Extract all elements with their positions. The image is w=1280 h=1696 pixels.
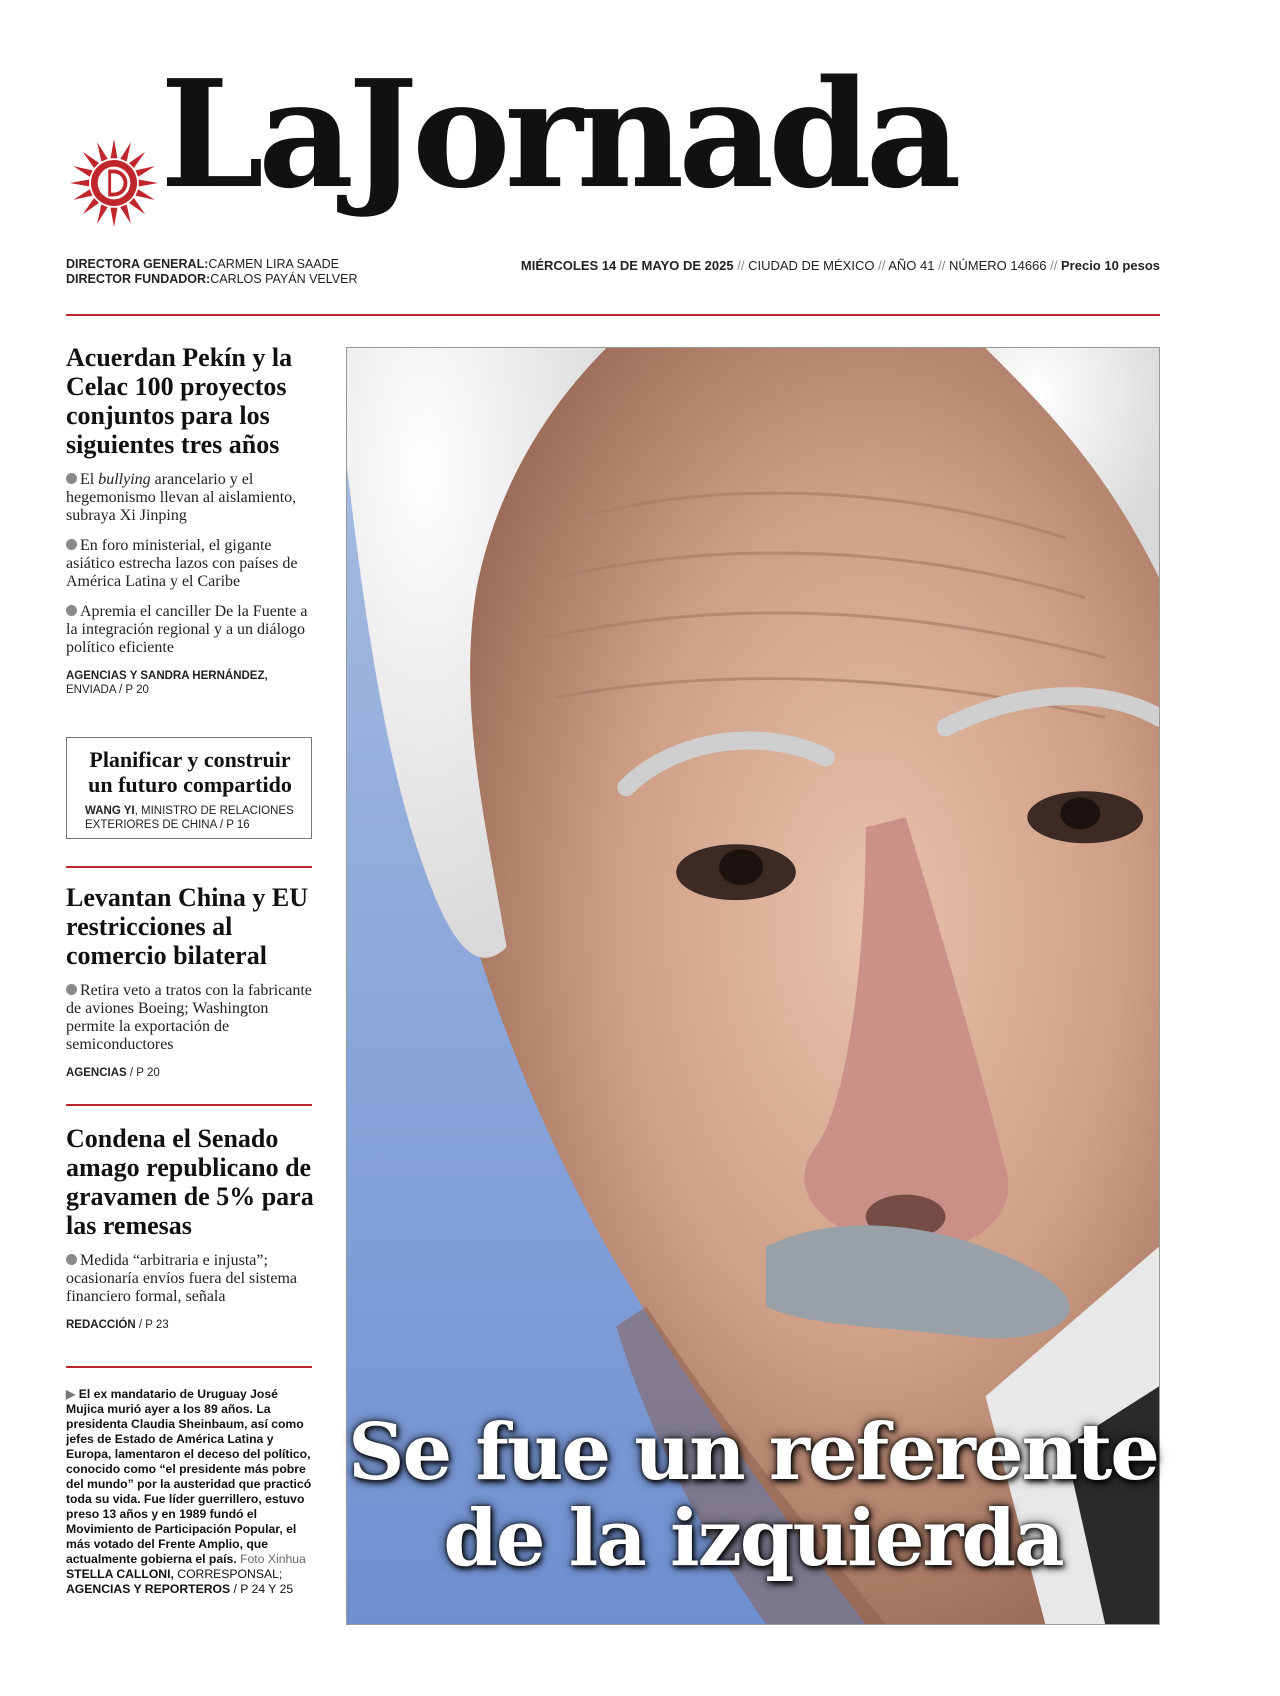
dateline: MIÉRCOLES 14 DE MAYO DE 2025 // CIUDAD DE MÉXICO // AÑO 41 // NÚMERO 14666 // Precio 10 pesos	[520, 258, 1160, 273]
director-general-label: DIRECTORA GENERAL:	[66, 257, 209, 271]
sun-ray	[83, 198, 99, 214]
column-divider	[66, 866, 312, 868]
sun-ray	[97, 142, 108, 161]
issue-number: NÚMERO 14666	[948, 258, 1047, 273]
issue-price: Precio 10 pesos	[1061, 258, 1160, 273]
bullet-dot-icon	[66, 605, 77, 616]
bullet-dot-icon	[66, 539, 77, 550]
newspaper-logo[interactable]: LaJornada	[160, 47, 956, 221]
main-headline-line: de la izquierda	[443, 1493, 1063, 1584]
story-senado-remesas[interactable]	[66, 1124, 314, 1332]
bullet-dot-icon	[66, 473, 77, 484]
sun-ray	[129, 152, 145, 168]
story-china-eu[interactable]	[66, 883, 314, 1080]
story-byline: AGENCIAS Y SANDRA HERNÁNDEZ, ENVIADA / P 20	[66, 670, 268, 696]
photo-caption	[66, 1387, 316, 1597]
story-headline[interactable]: Acuerdan Pekín y la Celac 100 proyectos conjuntos para los siguientes tres años	[66, 343, 293, 459]
sun-ray	[111, 139, 118, 158]
story-bullet: Medida “arbitraria e injusta”; ocasionaría envíos fuera del sistema financiero formal, señala	[66, 1252, 298, 1305]
issue-city: CIUDAD DE MÉXICO	[748, 258, 875, 273]
director-general-name: CARMEN LIRA SAADE	[208, 257, 339, 271]
column-divider	[66, 1366, 312, 1368]
photo-credit: Foto Xinhua	[240, 1552, 306, 1566]
main-headline[interactable]	[346, 1407, 1160, 1584]
sun-ray	[83, 152, 99, 168]
story-bullet: Apremia el canciller De la Fuente a la integración regional y a un diálogo político eficiente	[66, 603, 308, 656]
column-divider	[66, 1104, 312, 1106]
story-bullet: En foro ministerial, el gigante asiático estrecha lazos con países de América Latina y el Caribe	[66, 537, 298, 590]
issue-date: MIÉRCOLES 14 DE MAYO DE 2025	[520, 258, 734, 273]
sun-ray	[136, 189, 155, 200]
sun-ray	[120, 205, 131, 224]
director-fundador-name: CARLOS PAYÁN VELVER	[210, 272, 358, 286]
sun-ray	[111, 208, 118, 227]
sun-ray	[139, 180, 158, 187]
director-fundador-label: DIRECTOR FUNDADOR:	[66, 272, 211, 286]
sun-ray	[97, 205, 108, 224]
bullet-dot-icon	[66, 1254, 77, 1265]
sun-ray	[70, 180, 89, 187]
caption-credits: STELLA CALLONI, CORRESPONSAL; AGENCIAS Y REPORTEROS / P 24 Y 25	[66, 1567, 294, 1596]
story-headline[interactable]: Condena el Senado amago republicano de gravamen de 5% para las remesas	[66, 1124, 314, 1240]
quote-source: WANG YI, MINISTRO DE RELACIONES EXTERIORES DE CHINA / P 16	[85, 805, 294, 831]
la-jornada-sun-logo-icon	[66, 135, 162, 231]
bullet-dot-icon	[66, 984, 77, 995]
caption-text: El ex mandatario de Uruguay José Mujica murió ayer a los 89 años. La presidenta Claudia Sheinbaum, así como jefes de Estado de América Latina y Europa, lamentaron el deceso del político, conocido como “el presidente más pobre del mundo” por la austeridad que practicó toda su vida. Fue líder guerrillero, estuvo preso 13 años y en 1989 fundó el Movimiento de Participación Popular, el más votado del Frente Amplio, que actualmente gobierna el país.	[66, 1387, 312, 1566]
story-byline: REDACCIÓN / P 23	[66, 1319, 169, 1331]
sun-ray	[136, 166, 155, 177]
story-pekin-celac[interactable]	[66, 343, 314, 697]
main-headline-line: Se fue un referente	[348, 1407, 1158, 1498]
masthead-divider	[66, 314, 1160, 316]
sun-ray	[120, 142, 131, 161]
story-byline: AGENCIAS / P 20	[66, 1067, 160, 1079]
quote-title: Planificar y construir un futuro compartido	[88, 747, 292, 797]
sun-ray	[73, 166, 92, 177]
staff-credits	[66, 257, 358, 287]
story-bullet: Retira veto a tratos con la fabricante de aviones Boeing; Washington permite la exportación de semiconductores	[66, 982, 312, 1053]
story-headline[interactable]: Levantan China y EU restricciones al comercio bilateral	[66, 883, 308, 970]
quote-box[interactable]	[66, 737, 312, 839]
caption-arrow-icon: ▶	[66, 1387, 76, 1401]
story-bullet: El bullying arancelario y el hegemonismo llevan al aislamiento, subraya Xi Jinping	[66, 471, 297, 524]
sun-ray	[73, 189, 92, 200]
sun-ray	[129, 198, 145, 214]
issue-year: AÑO 41	[888, 258, 935, 273]
